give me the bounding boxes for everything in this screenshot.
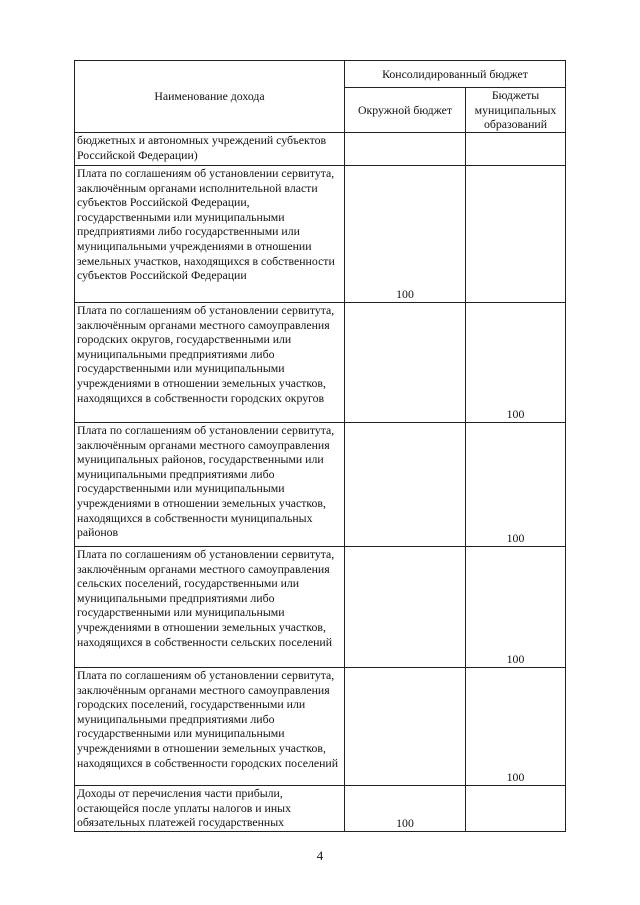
table-row <box>75 423 566 547</box>
table-row <box>75 133 566 166</box>
row-name: Плата по соглашениям об установлении сервитута, заключённым органами местного самоуправления сельских поселений, государственными или муниципальными предприятиями либо государственными или муниципальными учреждениями в отношении земельных участков, находящихся в собственности сельских поселений <box>75 547 345 668</box>
row-name: бюджетных и автономных учреждений субъектов Российской Федерации) <box>75 133 345 166</box>
table-row <box>75 303 566 423</box>
row-district: 100 <box>345 786 466 832</box>
row-name: Плата по соглашениям об установлении сервитута, заключённым органами местного самоуправления городских поселений, государственными или муниципальными предприятиями либо государственными или муниципальными учреждениями в отношении земельных участков, находящихся в собственности городских поселений <box>75 668 345 786</box>
header-district-budget: Окружной бюджет <box>345 88 466 133</box>
row-name: Плата по соглашениям об установлении сервитута, заключённым органами исполнительной власти субъектов Российской Федерации, государственными или муниципальными предприятиями либо государственными или муниципальными учреждениями в отношении земельных участков, находящихся в собственности субъектов Российской Федерации <box>75 166 345 303</box>
row-municipal <box>466 133 566 166</box>
row-name: Плата по соглашениям об установлении сервитута, заключённым органами местного самоуправления городских округов, государственными или муниципальными предприятиями либо государственными или муниципальными учреждениями в отношении земельных участков, находящихся в собственности городских округов <box>75 303 345 423</box>
row-municipal <box>466 786 566 832</box>
row-district <box>345 133 466 166</box>
row-district: 100 <box>345 166 466 303</box>
header-row <box>75 61 566 88</box>
page-number: 4 <box>316 848 324 863</box>
row-district <box>345 423 466 547</box>
row-name: Плата по соглашениям об установлении сервитута, заключённым органами местного самоуправления муниципальных районов, государственными или муниципальными предприятиями либо государственными или муниципальными учреждениями в отношении земельных участков, находящихся в собственности муниципальных районов <box>75 423 345 547</box>
row-municipal <box>466 166 566 303</box>
row-municipal: 100 <box>466 303 566 423</box>
row-municipal: 100 <box>466 547 566 668</box>
header-municipal-budgets: Бюджеты муниципальных образований <box>466 88 566 133</box>
row-district <box>345 668 466 786</box>
row-municipal: 100 <box>466 668 566 786</box>
row-district <box>345 303 466 423</box>
row-district <box>345 547 466 668</box>
header-revenue-name: Наименование дохода <box>75 61 345 133</box>
table-row <box>75 668 566 786</box>
header-consolidated-budget: Консолидированный бюджет <box>345 61 566 88</box>
revenue-table <box>74 60 566 832</box>
table-row <box>75 166 566 303</box>
table-row <box>75 547 566 668</box>
table-row <box>75 786 566 832</box>
row-municipal: 100 <box>466 423 566 547</box>
row-name: Доходы от перечисления части прибыли, остающейся после уплаты налогов и иных обязательных платежей государственных <box>75 786 345 832</box>
